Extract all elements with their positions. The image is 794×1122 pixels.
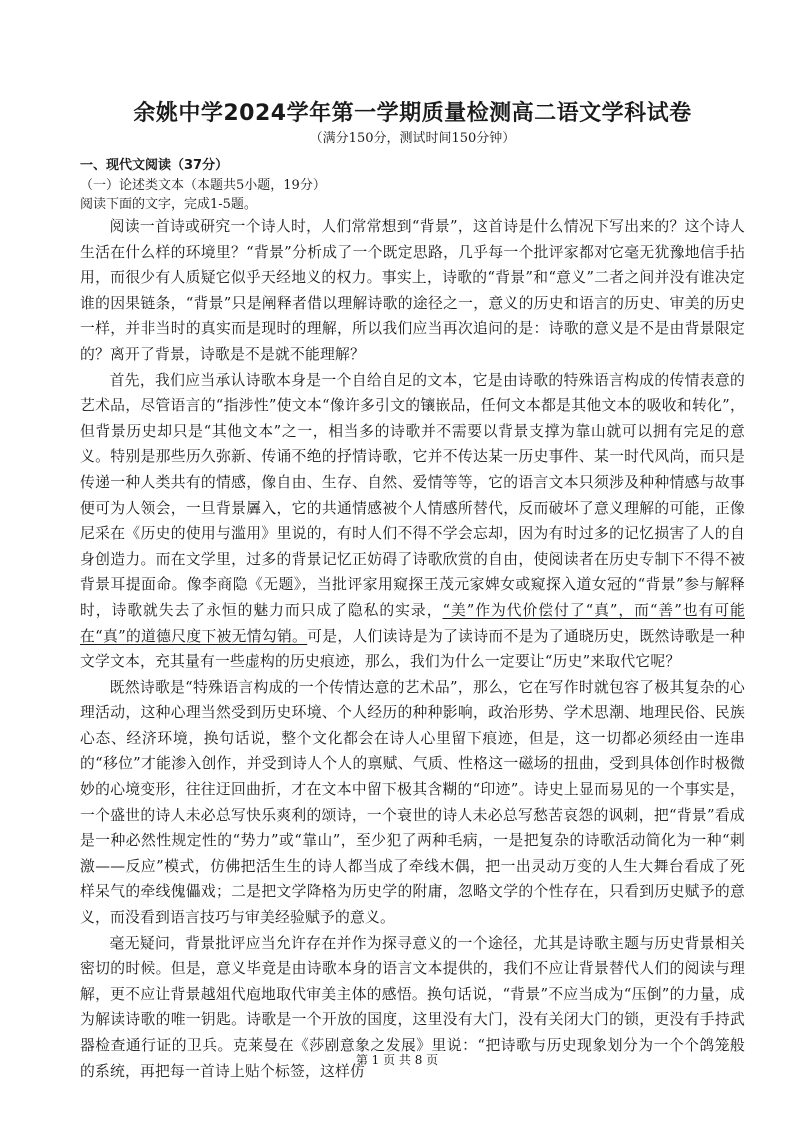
reading-instruction: 阅读下面的文字，完成1-5题。 [80, 197, 257, 212]
paragraph-2-text-before: 首先，我们应当承认诗歌本身是一个自给自足的文本，它是由诗歌的特殊语言构成的传情表意的艺术品，尽管语言的“指涉性”使文本“像许多引文的镶嵌品，任何文本都是其他文本的吸收和转化”，但背景历史却只是“其他文本”之一，相当多的诗歌并不需要以背景支撑为靠山就可以拥有完足的意义。特别是那些历久弥新、传诵不绝的抒情诗歌，它并不传达某一历史事件、某一时代风尚，而只是传递一种人类共有的情感，像自由、生存、自然、爱情等等，它的语言文本只须涉及种种情感与故事便可为人领会，一旦背景羼入，它的共通情感被个人情感所替代，反而破坏了意义理解的可能，正像尼采在《历史的使用与滥用》里说的，有时人们不得不学会忘却，因为有时过多的记忆损害了人的自身创造力。而在文学里，过多的背景记忆正妨碍了诗歌欣赏的自由，使阅读者在历史专制下不得不被背景耳提面命。像李商隐《无题》，当批评家用窥探王茂元家婢女或窥探入道女冠的“背景”参与解释时，诗歌就失去了永恒的魅力而只成了隐私的实录， [80, 371, 745, 619]
passage-paragraph-1: 阅读一首诗或研究一个诗人时，人们常常想到“背景”，这首诗是什么情况下写出来的？这个诗人生活在什么样的环境里？“背景”分析成了一个既定思路，几乎每一个批评家都对它毫无犹豫地信手拈用，而很少有人质疑它似乎天经地义的权力。事实上，诗歌的“背景”和“意义”二者之间并没有谁决定谁的因果链条，“背景”只是阐释者借以理解诗歌的途径之一，意义的历史和语言的历史、审美的历史一样，并非当时的真实而是现时的理解，所以我们应当再次追问的是：诗歌的意义是不是由背景限定的？离开了背景，诗歌是不是就不能理解？ [80, 218, 745, 363]
underlined-sentence: “美”作为代价偿付了“真”，而“善”也有可能在“真”的道德尺度下被无情勾销。 [80, 601, 745, 645]
page-footer: 第 1 页 共 8 页 [355, 1053, 439, 1067]
passage-paragraph-3: 既然诗歌是“特殊语言构成的一个传情达意的艺术品”，那么，它在写作时就包容了极其复杂的心理活动，这种心理当然受到历史环境、个人经历的种种影响，政治形势、学术思潮、地理民俗、民族心态、经济环境，换句话说，整个文化都会在诗人心里留下痕迹，但是，这一切都必须经由一连串的“移位”才能渗入创作，并受到诗人个人的禀赋、气质、性格这一磁场的扭曲，受到具体创作时极微妙的心境变形，往往迂回曲折，才在文本中留下极其含糊的“印迹”。诗史上显而易见的一个事实是，一个盛世的诗人未必总写快乐爽利的颂诗，一个衰世的诗人未必总写愁苦哀怨的讽刺，把“背景”看成是一种必然性规定性的“势力”或“靠山”，至少犯了两种毛病，一是把复杂的诗歌活动简化为一种“刺激——反应”模式，仿佛把活生生的诗人都当成了牵线木偶，把一出灵动万变的人生大舞台看成了死样呆气的牵线傀儡戏；二是把文学降格为历史学的附庸，忽略文学的个性存在，只看到历史赋予的意义，而没看到语言技巧与审美经验赋予的意义。 [80, 678, 745, 927]
part-heading: （一）论述类文本（本题共5小题，19分） [80, 178, 326, 193]
exam-title: 余姚中学2024学年第一学期质量检测高二语文学科试卷 [133, 101, 692, 126]
paragraph-2-text-after: 可是，人们读诗是为了读诗而不是为了通晓历史，既然诗歌是一种文学文本，充其量有一些虚构的历史痕迹，那么，我们为什么一定要让“历史”来取代它呢？ [80, 627, 745, 671]
passage-paragraph-2 [80, 368, 745, 675]
exam-subtitle: （满分150分，测试时间150分钟） [309, 131, 516, 146]
section-heading: 一、现代文阅读（37分） [80, 158, 229, 173]
exam-page [80, 100, 745, 1084]
passage-paragraph-4: 毫无疑问，背景批评应当允许存在并作为探寻意义的一个途径，尤其是诗歌主题与历史背景相关密切的时候。但是，意义毕竟是由诗歌本身的语言文本提供的，我们不应让背景替代人们的阅读与理解，更不应让背景越俎代庖地取代审美主体的感悟。换句话说，“背景”不应当成为“压倒”的力量，成为解读诗歌的唯一钥匙。诗歌是一个开放的国度，这里没有大门，没有关闭大门的锁，更没有手持武器检查通行证的卫兵。克莱曼在《莎剧意象之发展》里说：“把诗歌与历史现象划分为一个个鸽笼般的系统，再把每一首诗上贴个标签，这样仿 [80, 934, 745, 1080]
